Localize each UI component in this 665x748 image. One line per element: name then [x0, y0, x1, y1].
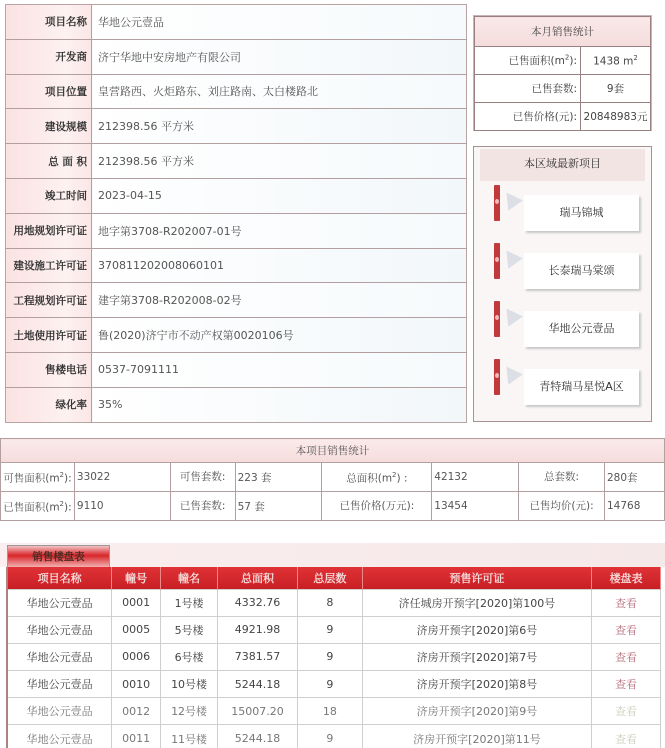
cell-total-area: 5244.18: [218, 671, 298, 698]
cell-building-name: 11号楼: [161, 725, 218, 748]
info-label: 工程规划许可证: [6, 283, 92, 318]
cell-total-area: 7381.57: [218, 643, 298, 670]
info-label: 竣工时间: [6, 178, 92, 213]
info-value: 212398.56 平方米: [92, 144, 467, 179]
info-row-green-rate: [6, 387, 467, 422]
saleable-units-label: 可售套数:: [170, 463, 235, 492]
sold-area-label: 已售面积$(m^2)$:: [1, 492, 75, 521]
sold-units-value: 57 套: [235, 492, 322, 521]
cell-presale-permit: 济任城房开预字[2020]第100号: [362, 589, 591, 616]
cell-building-no: 0006: [112, 643, 161, 670]
area-project-item[interactable]: [488, 243, 643, 293]
cell-total-area: 5244.18: [218, 725, 298, 748]
info-row-phone: [6, 352, 467, 387]
project-sales-stats-table: [0, 438, 665, 521]
cell-building-no: 0005: [112, 616, 161, 643]
info-value: 370811202008060101: [92, 248, 467, 283]
bookmark-bar-icon: [494, 301, 500, 337]
cell-building-name: 5号楼: [161, 616, 218, 643]
avg-price-value: 14768: [604, 492, 664, 521]
cell-total-area: 4332.76: [218, 589, 298, 616]
info-label: 建设规模: [6, 109, 92, 144]
info-row-engineering-permit: [6, 283, 467, 318]
table-header-row: [7, 567, 661, 589]
cell-building-no: 0001: [112, 589, 161, 616]
cell-project: 华地公元壹品: [7, 671, 112, 698]
cursor-arrow-icon: [499, 245, 523, 268]
monthly-stats-table: [474, 16, 651, 131]
bookmark-bar-icon: [494, 359, 500, 395]
bookmark-bar-icon: [494, 185, 500, 221]
info-row-land-plan-permit: [6, 213, 467, 248]
view-link[interactable]: 查看: [592, 616, 661, 643]
avg-price-label: 已售均价(元):: [519, 492, 605, 521]
cell-floors: 9: [297, 616, 362, 643]
info-row-land-use-permit: [6, 318, 467, 353]
area-project-link[interactable]: 华地公元壹品: [524, 311, 639, 347]
cell-building-name: 6号楼: [161, 643, 218, 670]
info-label: 绿化率: [6, 387, 92, 422]
info-label: 项目位置: [6, 74, 92, 109]
table-row: [7, 725, 661, 748]
area-new-projects-panel: [473, 146, 652, 422]
cell-total-area: 4921.98: [218, 616, 298, 643]
info-row-construction-permit: [6, 248, 467, 283]
area-projects-title: 本区域最新项目: [480, 149, 645, 181]
cell-floors: 9: [297, 671, 362, 698]
tab-sale-buildings[interactable]: 销售楼盘表: [7, 545, 110, 567]
total-area-value: 42132: [432, 463, 519, 492]
cell-building-name: 12号楼: [161, 698, 218, 725]
info-label: 总 面 积: [6, 144, 92, 179]
info-row-completion: [6, 178, 467, 213]
total-units-value: 280套: [604, 463, 664, 492]
col-header-building-table: 楼盘表: [592, 567, 661, 589]
cell-project: 华地公元壹品: [7, 643, 112, 670]
cell-building-name: 1号楼: [161, 589, 218, 616]
info-value: 济宁华地中安房地产有限公司: [92, 39, 467, 74]
sale-buildings-table: [6, 567, 661, 748]
view-link[interactable]: 查看: [592, 589, 661, 616]
cell-presale-permit: 济房开预字[2020]第6号: [362, 616, 591, 643]
info-row-developer: [6, 39, 467, 74]
col-header-total-area: 总面积: [218, 567, 298, 589]
project-stats-title: 本项目销售统计: [1, 439, 665, 463]
sold-price-label: 已售价格(万元):: [322, 492, 432, 521]
info-label: 开发商: [6, 39, 92, 74]
cell-presale-permit: 济房开预字[2020]第11号: [362, 725, 591, 748]
monthly-sold-area-label: 已售面积$(m^2)$:: [475, 47, 581, 75]
total-units-label: 总套数:: [519, 463, 605, 492]
view-link[interactable]: 查看: [592, 725, 661, 748]
bookmark-bar-icon: [494, 243, 500, 279]
saleable-units-value: 223 套: [235, 463, 322, 492]
monthly-sold-units-value: 9套: [581, 75, 651, 103]
cell-presale-permit: 济房开预字[2020]第7号: [362, 643, 591, 670]
buildings-tab-strip: [0, 543, 665, 567]
cell-project: 华地公元壹品: [7, 698, 112, 725]
info-label: 建设施工许可证: [6, 248, 92, 283]
cursor-arrow-icon: [499, 303, 523, 326]
info-value: 皇营路西、火炬路东、刘庄路南、太白楼路北: [92, 74, 467, 109]
monthly-stats-title: 本月销售统计: [475, 17, 651, 47]
info-value: 212398.56 平方米: [92, 109, 467, 144]
info-row-scale: [6, 109, 467, 144]
cell-floors: 9: [297, 725, 362, 748]
monthly-sold-price-value: 20848983元: [581, 103, 651, 131]
cell-presale-permit: 济房开预字[2020]第9号: [362, 698, 591, 725]
monthly-stats-panel: [473, 15, 652, 131]
saleable-area-label: 可售面积$(m^2)$:: [1, 463, 75, 492]
sold-price-value: 13454: [432, 492, 519, 521]
cell-building-no: 0012: [112, 698, 161, 725]
col-header-project: 项目名称: [7, 567, 112, 589]
cell-building-no: 0010: [112, 671, 161, 698]
cell-floors: 18: [297, 698, 362, 725]
monthly-sold-units-label: 已售套数:: [475, 75, 581, 103]
table-row: [7, 671, 661, 698]
view-link[interactable]: 查看: [592, 671, 661, 698]
cell-project: 华地公元壹品: [7, 725, 112, 748]
cell-floors: 9: [297, 643, 362, 670]
cell-total-area: 15007.20: [218, 698, 298, 725]
info-value: 鲁(2020)济宁市不动产权第0020106号: [92, 318, 467, 353]
cell-floors: 8: [297, 589, 362, 616]
info-label: 项目名称: [6, 5, 92, 40]
info-label: 用地规划许可证: [6, 213, 92, 248]
cell-building-no: 0011: [112, 725, 161, 748]
info-row-location: [6, 74, 467, 109]
cell-building-name: 10号楼: [161, 671, 218, 698]
table-row: [7, 589, 661, 616]
info-value: 0537-7091111: [92, 352, 467, 387]
monthly-sold-area-value: 1438 $m^2$: [581, 47, 651, 75]
cell-presale-permit: 济房开预字[2020]第8号: [362, 671, 591, 698]
area-project-item[interactable]: [488, 359, 643, 409]
area-project-link[interactable]: 青特瑞马星悦A区: [524, 369, 639, 405]
info-value: 地字第3708-R202007-01号: [92, 213, 467, 248]
info-value: 建字第3708-R202008-02号: [92, 283, 467, 318]
col-header-building-name: 幢名: [161, 567, 218, 589]
info-row-name: [6, 5, 467, 40]
area-project-item[interactable]: [488, 185, 643, 235]
total-area-label: 总面积$(m^2)$ :: [322, 463, 432, 492]
table-row: [7, 616, 661, 643]
area-project-link[interactable]: 长泰瑞马棠颂: [524, 253, 639, 289]
cursor-arrow-icon: [499, 361, 523, 384]
info-row-total-area: [6, 144, 467, 179]
info-label: 售楼电话: [6, 352, 92, 387]
info-value: 华地公元壹品: [92, 5, 467, 40]
info-value: 35%: [92, 387, 467, 422]
cell-project: 华地公元壹品: [7, 616, 112, 643]
project-info-table: [5, 4, 467, 423]
col-header-presale-permit: 预售许可证: [362, 567, 591, 589]
col-header-building-no: 幢号: [112, 567, 161, 589]
cursor-arrow-icon: [499, 187, 523, 210]
saleable-area-value: 33022: [74, 463, 170, 492]
cell-project: 华地公元壹品: [7, 589, 112, 616]
sold-area-value: 9110: [74, 492, 170, 521]
area-project-link[interactable]: 瑞马锦城: [524, 195, 639, 231]
table-row: [7, 643, 661, 670]
monthly-sold-price-label: 已售价格(元):: [475, 103, 581, 131]
info-value: 2023-04-15: [92, 178, 467, 213]
view-link[interactable]: 查看: [592, 643, 661, 670]
view-link[interactable]: 查看: [592, 698, 661, 725]
sold-units-label: 已售套数:: [170, 492, 235, 521]
info-label: 土地使用许可证: [6, 318, 92, 353]
col-header-floors: 总层数: [297, 567, 362, 589]
area-project-item[interactable]: [488, 301, 643, 351]
table-row: [7, 698, 661, 725]
